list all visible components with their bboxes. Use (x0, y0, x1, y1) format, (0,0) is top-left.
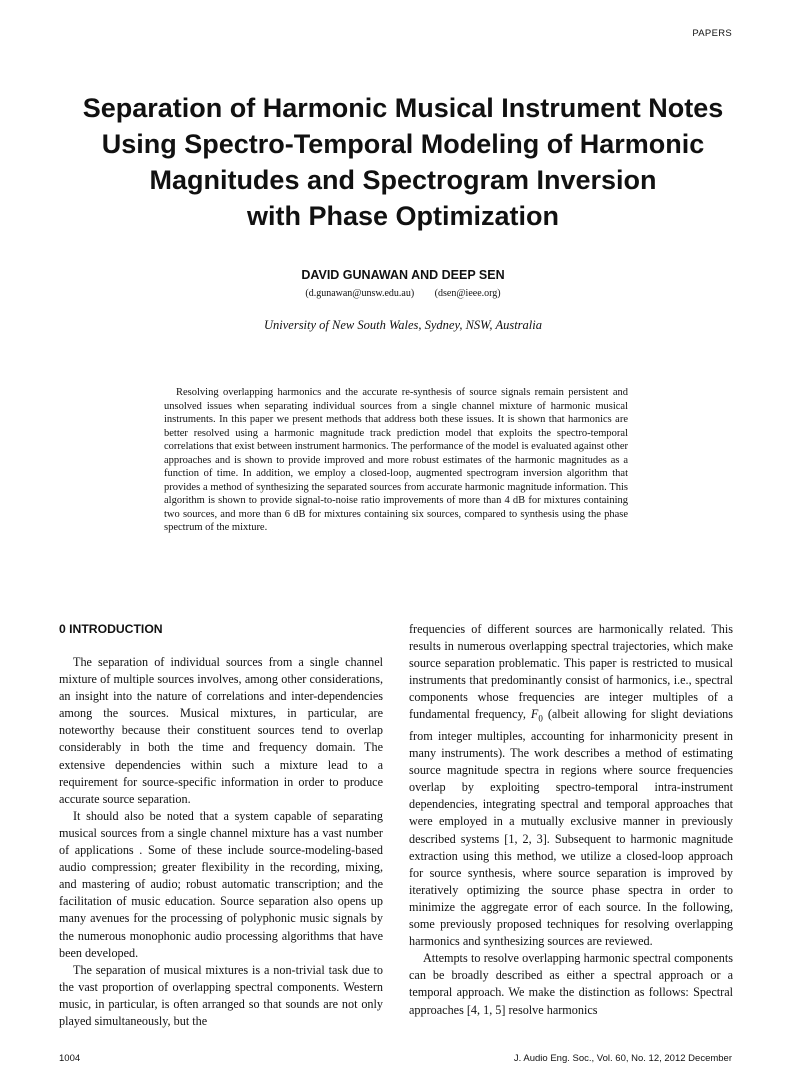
author-email-1: (d.gunawan@unsw.edu.au) (305, 288, 415, 299)
author-email-2: (dsen@ieee.org) (434, 288, 501, 299)
title-line-4: with Phase Optimization (246, 201, 560, 231)
body-paragraph (409, 621, 733, 950)
running-head: PAPERS (692, 28, 732, 39)
author-names: DAVID GUNAWAN AND DEEP SEN (301, 268, 505, 282)
fundamental-frequency-symbol: F (530, 707, 539, 722)
title-line-1: Separation of Harmonic Musical Instrument Notes (82, 93, 724, 123)
title-line-3: Magnitudes and Spectrogram Inversion (149, 165, 657, 195)
body-paragraph: It should also be noted that a system capable of separating musical sources from a single channel mixture has a vast number of applications . Some of these include source-modeling-based audio compression; greater flexibility in the recording, mixing, and mastering of audio; robust automatic transcription; and the facilitation of music education. Source separation also opens up many avenues for the processing of polyphonic music signals by the numerous monophonic audio processing algorithms that have been developed. (59, 808, 383, 960)
body-paragraph: The separation of individual sources from a single channel mixture of multiple sources involves, among other considerations, an insight into the nature of correlations and inter-dependencies among the sources. Musical mixtures, in particular, are noteworthy because their constituent sources tend to overlap considerably in both the time and frequency domain. The extensive dependencies within such a mixture lead to a requirement for source-specific information in order to produce accurate source separation. (59, 655, 383, 806)
body-paragraph: The separation of musical mixtures is a non-trivial task due to the vast proportion of overlapping spectral components. Western music, in particular, is often arranged so that sounds are not only played simultaneously, but the (59, 962, 383, 1028)
body-text-segment: frequencies of different sources are harmonically related. This results in numerous overlapping spectral trajectories, which make source separation problematic. This paper is restricted to musical instruments that predominantly consist of harmonics, i.e., spectral components whose frequencies are integer multiples of a fundamental frequency, (409, 622, 733, 722)
journal-citation: J. Audio Eng. Soc., Vol. 60, No. 12, 2012 December (513, 1053, 732, 1064)
body-text-segment: (albeit allowing for slight deviations from integer multiples, accounting for inharmonicity present in many instruments). The work describes a method of estimating source magnitude spectra in regions where source frequencies overlap by exploiting spectro-temporal intra-instrument dependencies, integrating spectral and temporal approaches that were employed in a mutually exclusive manner in previously described systems [1, 2, 3]. Subsequent to harmonic magnitude extraction using this method, we utilize a closed-loop approach for source synthesis, where source separation is improved by iteratively optimizing the source phase spectra in order to minimize the aggregate error of each source. In the following, some previously proposed techniques for resolving overlapping harmonics and synthesizing sources are reviewed. (409, 707, 733, 949)
author-emails (0, 288, 806, 299)
section-heading-introduction: 0 INTRODUCTION (59, 622, 163, 636)
author-affiliation: University of New South Wales, Sydney, NSW, Australia (263, 318, 542, 332)
fundamental-frequency-subscript: 0 (538, 713, 543, 724)
abstract: Resolving overlapping harmonics and the accurate re-synthesis of source signals remain persistent and unsolved issues when separating individual sources from a single channel mixture of harmonic musical instruments. In this paper we present methods that address both these issues. It is shown that harmonics are better resolved using a harmonic magnitude track prediction model that exploits the spectro-temporal correlations that exist between instrument harmonics. The performance of the model is evaluated against other approaches and is shown to provide improved and more robust estimates of the harmonic magnitudes as a function of time. In addition, we employ a closed-loop, augmented spectrogram inversion algorithm that provides a method of synthesizing the separated sources from accurate harmonic magnitude information. This algorithm is shown to provide signal-to-noise ratio improvements of more than 4 dB for mixtures containing two sources, and more than 6 dB for mixtures containing six sources, compared to synthesis using the phase spectrum of the mixture. (164, 387, 628, 533)
body-paragraph: Attempts to resolve overlapping harmonic spectral components can be broadly described as either a spectral approach or a temporal approach. We make the distinction as follows: Spectral approaches [4, 1, 5] resolve harmonics (409, 951, 733, 1017)
page-number: 1004 (59, 1053, 81, 1064)
body-column-right (409, 621, 733, 1019)
paper-title (40, 90, 766, 234)
title-line-2: Using Spectro-Temporal Modeling of Harmonic (101, 129, 705, 159)
body-column-left (59, 621, 383, 1030)
